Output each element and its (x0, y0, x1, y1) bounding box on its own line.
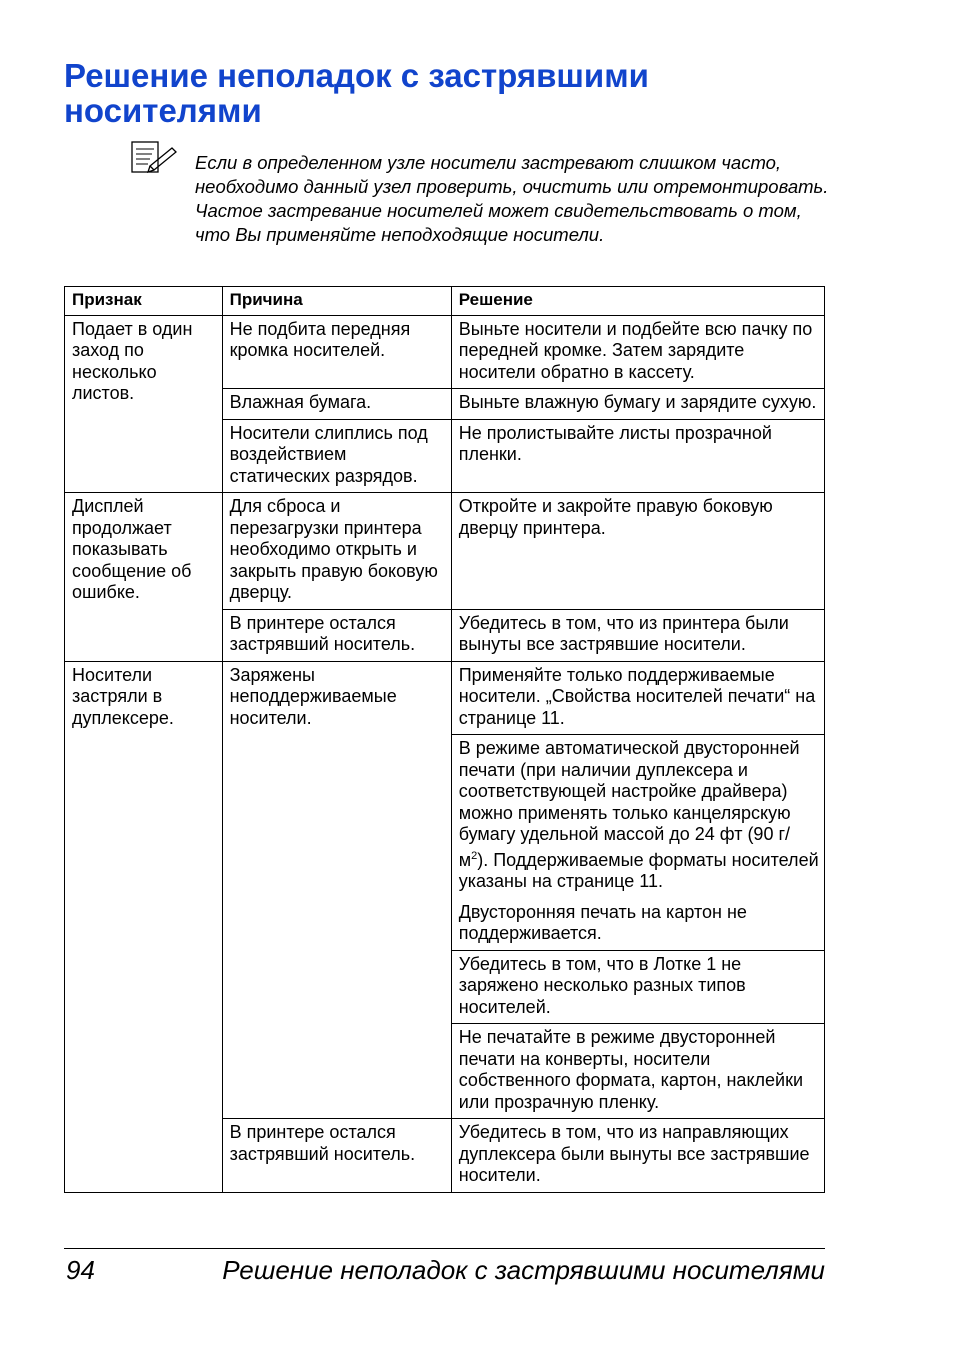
symptom-cell: Дисплей продолжает показывать сообщение об ошибке. (65, 493, 223, 662)
table-row (65, 661, 825, 735)
cause-cell: Не подбита передняя кромка носителей. (222, 315, 451, 389)
table-row (65, 315, 825, 389)
page-title: Решение неполадок с застрявшими носителями (64, 57, 649, 129)
troubleshooting-table (64, 286, 825, 1193)
header-cause: Причина (222, 287, 451, 316)
cause-cell: Для сброса и перезагрузки принтера необходимо открыть и закрыть правую боковую дверцу. (222, 493, 451, 610)
solution-cell: Не печатайте в режиме двусторонней печати на конверты, носители собственного формата, картон, наклейки или прозрачную пленку. (451, 1024, 824, 1119)
table-row (65, 493, 825, 610)
cause-cell: В принтере остался застрявший носитель. (222, 1119, 451, 1193)
solution-cell: Выньте носители и подбейте всю пачку по передней кромке. Затем зарядите носители обратно в кассету. (451, 315, 824, 389)
cause-cell: Носители слиплись под воздействием статических разрядов. (222, 419, 451, 493)
note-text: Если в определенном узле носители застревают слишком часто, необходимо данный узел проверить, очистить или отремонтировать. Частое застревание носителей может свидетельствовать о том, что Вы применяйте неподходящие носители. (195, 152, 829, 245)
note-pencil-icon (130, 140, 178, 174)
solution-text: ). Поддерживаемые форматы носителей указаны на странице 11. (458, 849, 819, 891)
solution-cell (451, 735, 824, 951)
cause-cell: Заряжены неподдерживаемые носители. (222, 661, 451, 1119)
symptom-cell: Подает в один заход по несколько листов. (65, 315, 223, 493)
solution-cell: Не пролистывайте листы прозрачной пленки. (451, 419, 824, 493)
table-header-row (65, 287, 825, 316)
solution-paragraph: Двусторонняя печать на картон не поддерживается. (458, 901, 747, 943)
footer-divider (64, 1248, 825, 1249)
header-solution: Решение (451, 287, 824, 316)
superscript: 2 (471, 849, 478, 862)
solution-paragraph (459, 738, 819, 893)
solution-cell: Применяйте только поддерживаемые носители. „Свойства носителей печати“ на странице 11. (451, 661, 824, 735)
solution-cell: Выньте влажную бумагу и зарядите сухую. (451, 389, 824, 420)
solution-cell: Убедитесь в том, что в Лотке 1 не заряжено несколько разных типов носителей. (451, 950, 824, 1024)
cause-cell: Влажная бумага. (222, 389, 451, 420)
header-symptom: Признак (65, 287, 223, 316)
solution-cell: Откройте и закройте правую боковую дверцу принтера. (451, 493, 824, 610)
solution-cell: Убедитесь в том, что из принтера были вынуты все застрявшие носители. (451, 609, 824, 661)
solution-text: В режиме автоматической двусторонней печати (при наличии дуплексера и соответствующей настройке драйвера) можно применять только канцелярскую бумагу удельной массой до 24 фт (90 г/м (458, 738, 800, 870)
symptom-cell: Носители застряли в дуплексере. (65, 661, 223, 1192)
solution-cell: Убедитесь в том, что из направляющих дуплексера были вынуты все застрявшие носители. (451, 1119, 824, 1193)
page-number: 94 (66, 1255, 95, 1285)
cause-cell: В принтере остался застрявший носитель. (222, 609, 451, 661)
footer-title: Решение неполадок с застрявшими носителями (222, 1255, 825, 1285)
